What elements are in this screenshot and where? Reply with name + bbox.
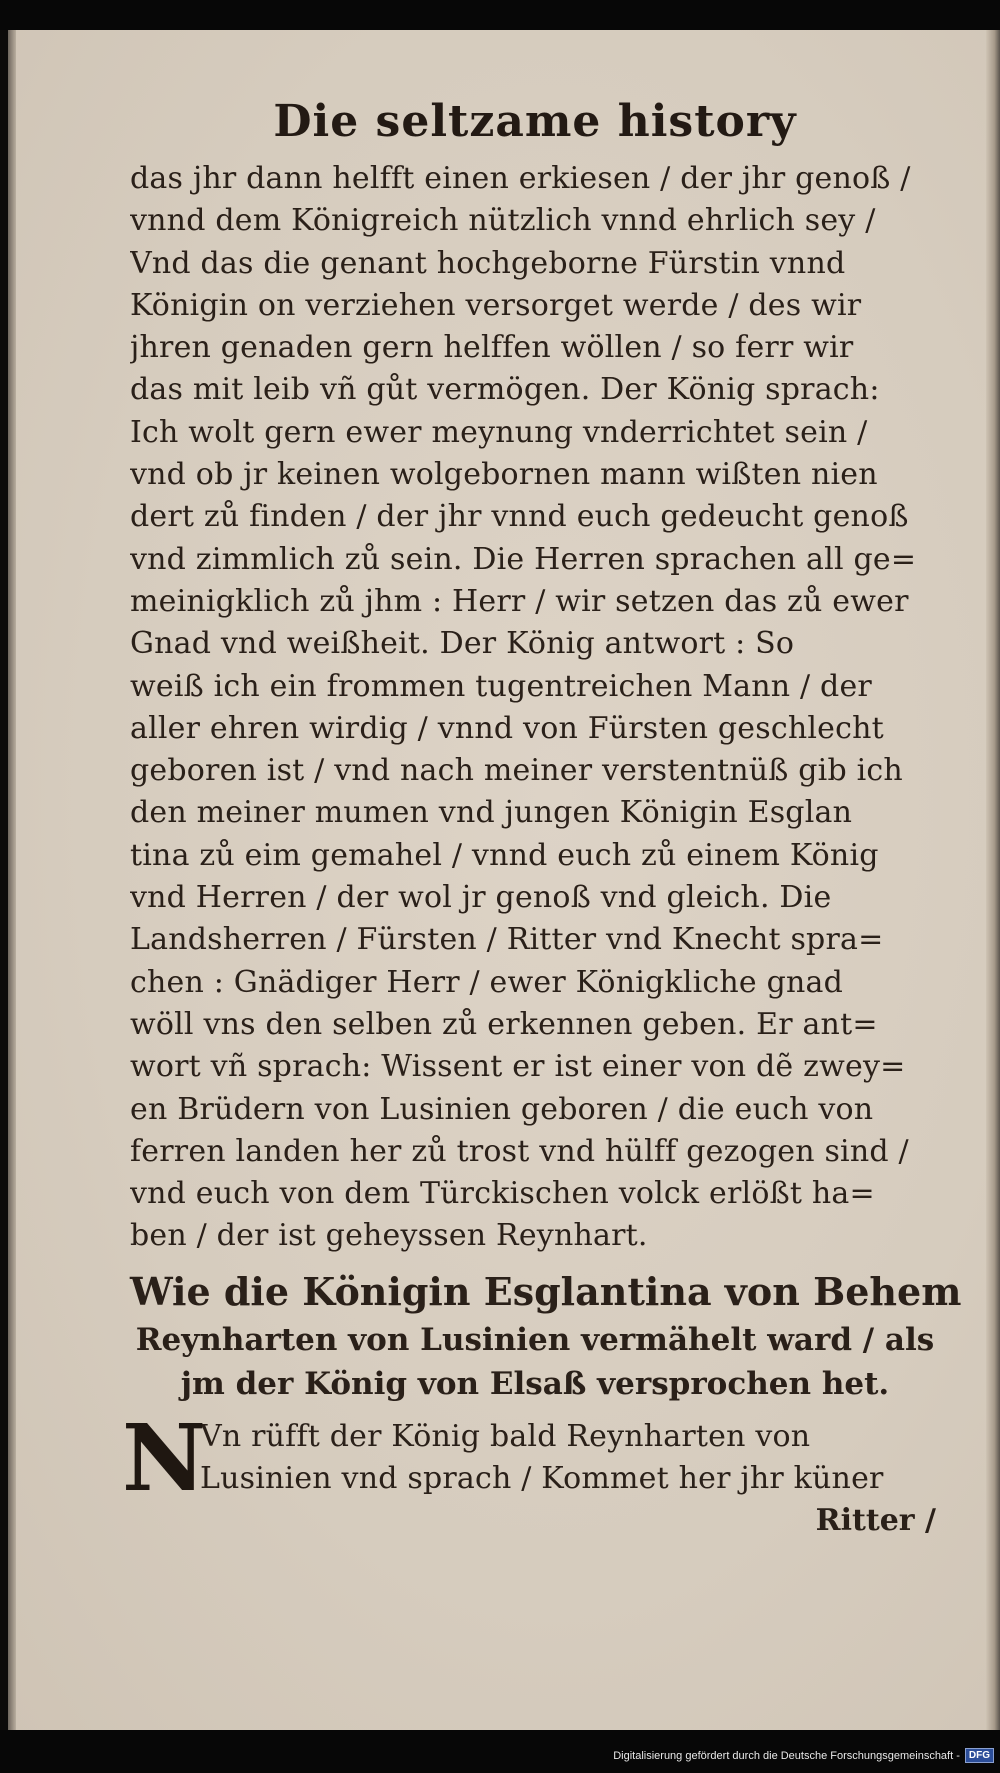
- text-line: Vnd das die genant hochgeborne Fürstin vnnd: [130, 245, 846, 281]
- text-line: den meiner mumen vnd jungen Königin Esglan: [130, 795, 853, 831]
- heading-line: Wie die Königin Esglantina von Behem: [130, 1268, 962, 1314]
- text-line: Königin on verziehen versorget werde / des wir: [130, 287, 862, 323]
- text-line: vnnd dem Königreich nützlich vnnd ehrlich sey /: [130, 203, 876, 239]
- heading-line: jm der König von Elsaß versprochen het.: [180, 1365, 890, 1402]
- text-line: Gnad vnd weißheit. Der König antwort : So: [130, 626, 795, 662]
- text-line: Ich wolt gern ewer meynung vnderrichtet sein /: [130, 414, 868, 450]
- running-head: Die seltzame history: [273, 96, 797, 147]
- drop-cap-paragraph: [122, 1403, 940, 1543]
- text-line: ben / der ist geheyssen Reynhart.: [130, 1218, 648, 1254]
- text-line: das jhr dann helfft einen erkiesen / der jhr genoß /: [130, 161, 911, 196]
- text-line: wort vñ sprach: Wissent er ist einer von dẽ zwey=: [130, 1049, 906, 1085]
- digitization-credit: [613, 1748, 994, 1763]
- heading-line: Reynharten von Lusinien vermähelt ward / als: [135, 1321, 935, 1358]
- dfg-logo: DFG: [965, 1748, 994, 1763]
- text-line: aller ehren wirdig / vnnd von Fürsten geschlecht: [130, 710, 884, 746]
- body-text: [130, 158, 940, 1258]
- text-line: tina zů eim gemahel / vnnd euch zů einem König: [130, 837, 879, 873]
- text-line: das mit leib vñ gůt vermögen. Der König sprach:: [130, 372, 880, 408]
- page-text: [122, 92, 962, 1542]
- page-edge-left: [8, 30, 16, 1730]
- text-line: Landsherren / Fürsten / Ritter vnd Knecht spra=: [130, 922, 884, 958]
- text-line: Lusinien vnd sprach / Kommet her jhr küner: [200, 1461, 884, 1497]
- text-line: en Brüdern von Lusinien geboren / die euch von: [130, 1091, 874, 1127]
- text-line: dert zů finden / der jhr vnnd euch gedeucht genoß: [130, 499, 909, 535]
- text-line: geboren ist / vnd nach meiner verstentnüß gib ich: [130, 753, 903, 789]
- credit-text: Digitalisierung gefördert durch die Deutsche Forschungsgemeinschaft -: [613, 1749, 960, 1762]
- catchword: Ritter /: [815, 1503, 936, 1539]
- text-line: vnd ob jr keinen wolgebornen mann wißten nien: [130, 457, 878, 493]
- text-line: jhren genaden gern helffen wöllen / so ferr wir: [130, 330, 854, 366]
- text-line: meinigklich zů jhm : Herr / wir setzen das zů ewer: [130, 583, 909, 619]
- text-line: wöll vns den selben zů erkennen geben. Er ant=: [130, 1006, 878, 1042]
- text-line: weiß ich ein frommen tugentreichen Mann / der: [130, 668, 872, 704]
- page-edge-right: [986, 30, 1000, 1730]
- drop-cap-initial: N: [122, 1403, 207, 1512]
- text-line: vnd Herren / der wol jr genoß vnd gleich. Die: [130, 880, 832, 916]
- chapter-heading: [130, 1266, 962, 1406]
- text-line: Vn rüfft der König bald Reynharten von: [200, 1418, 811, 1454]
- text-line: vnd euch von dem Türckischen volck erlößt ha=: [130, 1176, 875, 1212]
- text-line: ferren landen her zů trost vnd hülff gezogen sind /: [130, 1133, 909, 1169]
- text-line: vnd zimmlich zů sein. Die Herren sprachen all ge=: [130, 541, 917, 577]
- text-line: chen : Gnädiger Herr / ewer Königkliche gnad: [130, 964, 844, 1000]
- scanner-top-band: [0, 0, 1000, 30]
